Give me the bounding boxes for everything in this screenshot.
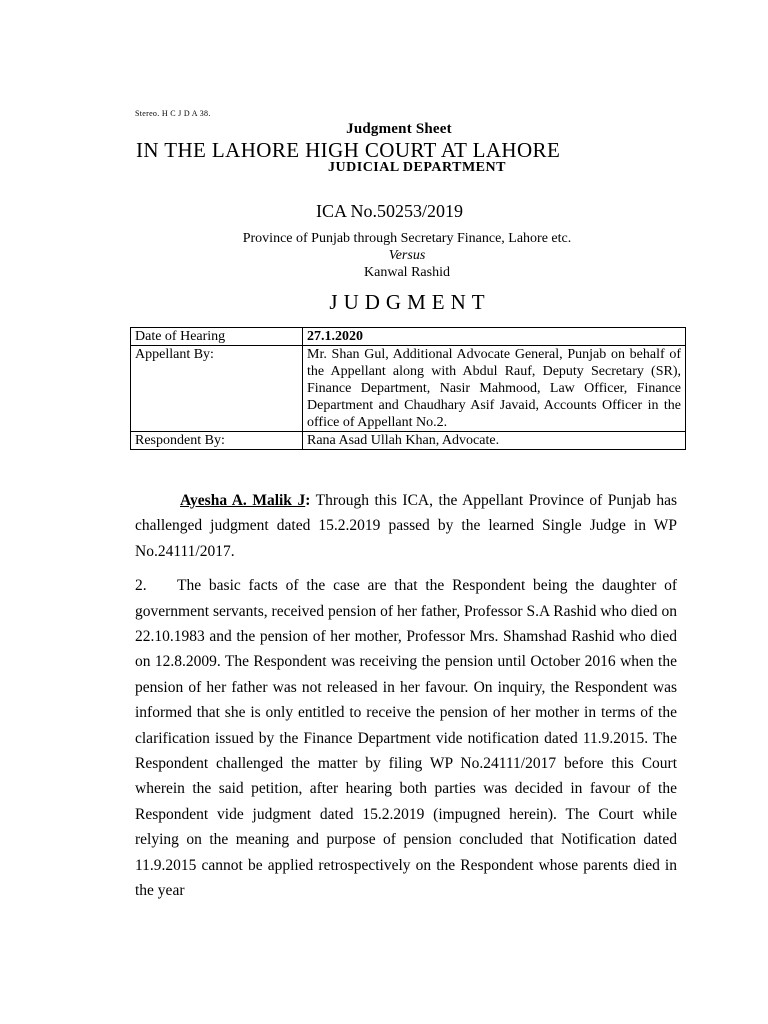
judgment-body (135, 488, 677, 904)
judgment-sheet-title: Judgment Sheet (346, 121, 452, 137)
table-row (131, 346, 686, 432)
paragraph-2-text: The basic facts of the case are that the Respondent being the daughter of government servants, received pension of her father, Professor S.A Rashid who died on 22.10.1983 and the pension of her mother, Professor Mrs. Shamshad Rashid who died on 12.8.2009. The Respondent was receiving the pension until October 2016 when the pension of her father was not released in her favour. On inquiry, the Respondent was informed that she is only entitled to receive the pension of her mother in terms of the clarification issued by the Finance Department vide notification dated 11.9.2015. The Respondent challenged the matter by filing WP No.24111/2017 before this Court wherein the said petition, after hearing both parties was decided in favour of the Respondent vide judgment dated 15.2.2019 (impugned herein). The Court while relying on the meaning and purpose of pension concluded that Notification dated 11.9.2015 cannot be applied retrospectively on the Respondent whose parents died in the year (135, 577, 677, 900)
judgment-heading: JUDGMENT (329, 290, 491, 314)
hearing-info-table (130, 327, 686, 450)
parties-block (0, 230, 768, 281)
paragraph-number: 2. (135, 577, 147, 595)
versus-label: Versus (388, 248, 426, 263)
judge-name: Ayesha A. Malik J (180, 492, 306, 509)
hearing-date: 27.1.2020 (303, 328, 686, 346)
table-row (131, 432, 686, 450)
department-name: JUDICIAL DEPARTMENT (328, 160, 506, 175)
appellant-counsel: Mr. Shan Gul, Additional Advocate General, Punjab on behalf of the Appellant along with Abdul Rauf, Deputy Secretary (SR), Finance Department, Nasir Mahmood, Law Officer, Finance Department and Chaudhary Asif Javaid, Accounts Officer in the office of Appellant No.2. (303, 346, 686, 432)
table-row (131, 328, 686, 346)
respondent-counsel: Rana Asad Ullah Khan, Advocate. (303, 432, 686, 450)
row-label: Appellant By: (131, 346, 303, 432)
row-label: Respondent By: (131, 432, 303, 450)
paragraph-1 (135, 488, 677, 564)
respondent-party: Kanwal Rashid (364, 265, 450, 280)
appellant-party: Province of Punjab through Secretary Finance, Lahore etc. (242, 231, 572, 246)
stereo-code: Stereo. H C J D A 38. (135, 109, 211, 118)
case-number: ICA No.50253/2019 (316, 201, 464, 221)
row-label: Date of Hearing (131, 328, 303, 346)
paragraph-2 (135, 573, 677, 903)
judge-colon: : (305, 492, 311, 509)
court-name: IN THE LAHORE HIGH COURT AT LAHORE (136, 138, 561, 162)
paragraph-1-text: Through this ICA, the Appellant Province of Punjab has challenged judgment dated 15.2.2019 passed by the learned Single Judge in WP No.24111/2017. (135, 492, 677, 560)
